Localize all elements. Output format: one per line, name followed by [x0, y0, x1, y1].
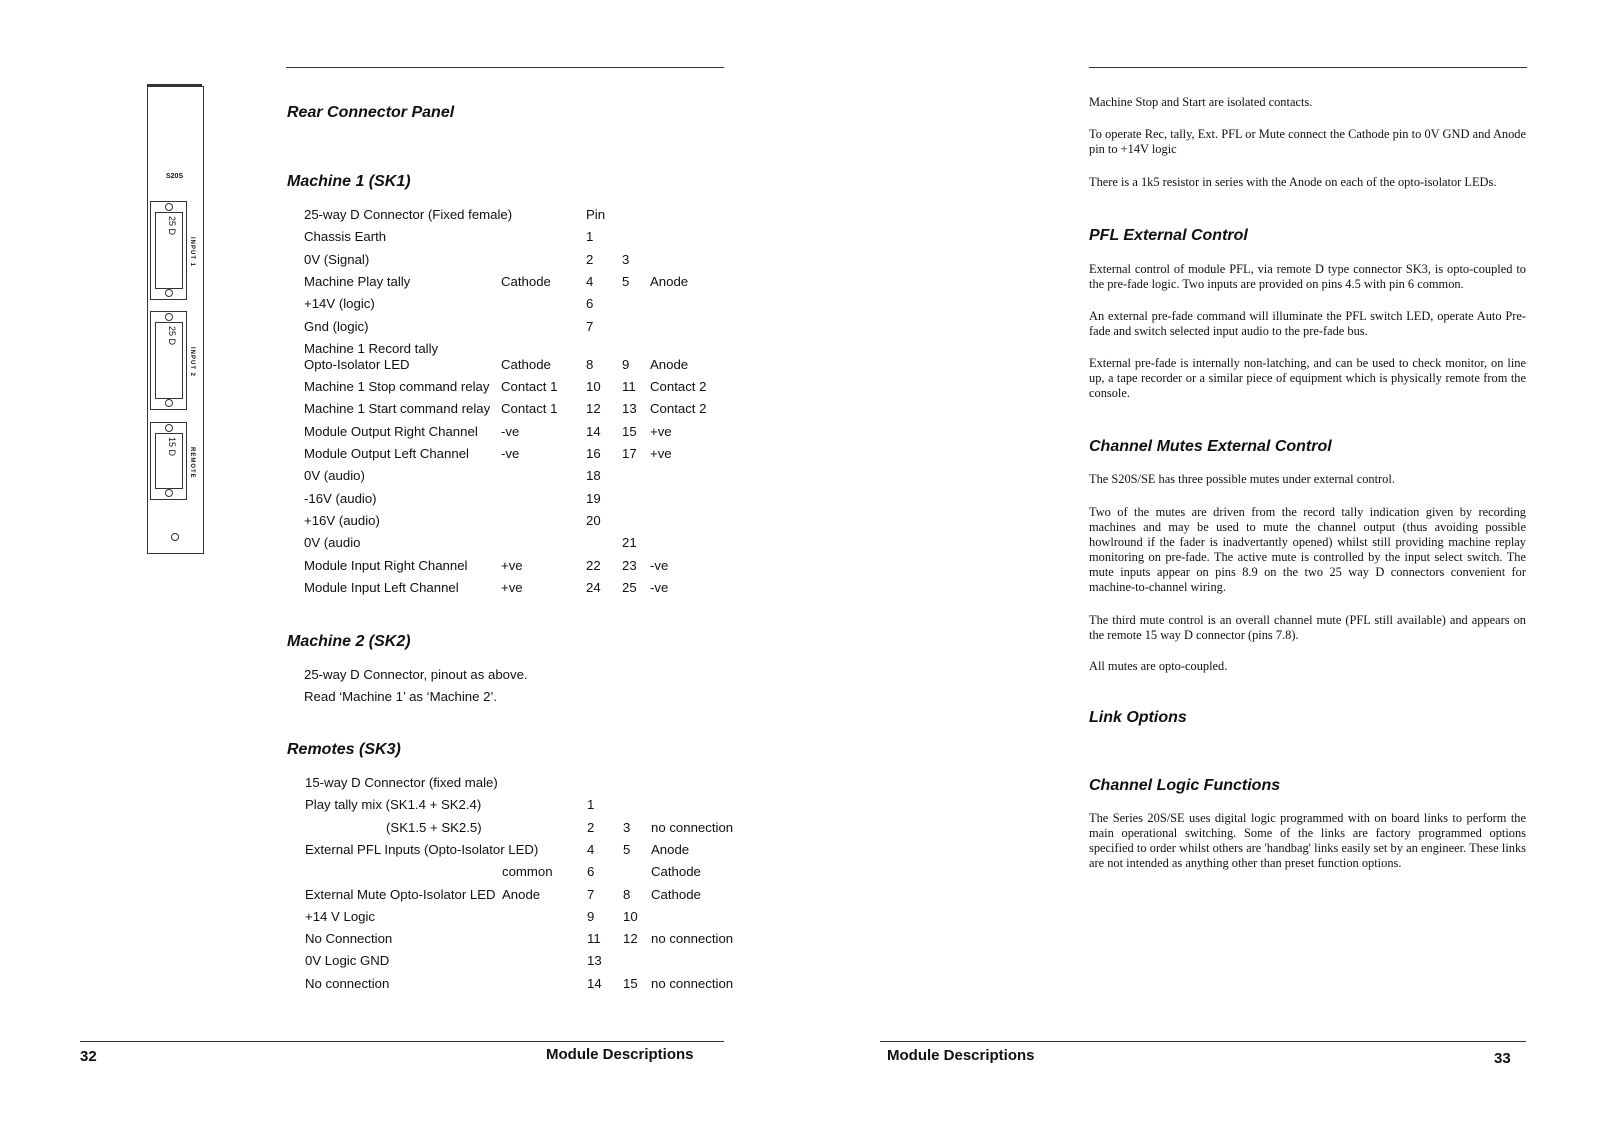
section-heading-logic: Channel Logic Functions	[1089, 777, 1281, 794]
cell-signal-name: Play tally mix (SK1.4 + SK2.4)	[305, 797, 482, 813]
cell-signal-name: No connection	[305, 975, 390, 991]
mount-hole-icon	[165, 424, 173, 432]
cell-polarity-b: -ve	[650, 579, 669, 595]
pfl-paragraph: An external pre-fade command will illuminate the PFL switch LED, operate Auto Pre-fade and switch selected input audio to the pre-fade bus.	[1089, 309, 1526, 338]
cell-polarity-b: Contact 2	[650, 401, 707, 417]
connector-type-label: 25 D	[167, 326, 177, 346]
cell-polarity-b: no connection	[651, 975, 734, 991]
cell-polarity-b: -ve	[650, 557, 669, 573]
cell-polarity-b: +ve	[650, 423, 672, 439]
section-heading-link-options: Link Options	[1089, 709, 1187, 726]
cell-pin-b: 23	[622, 557, 637, 573]
cell-signal-name: Module Input Right Channel	[304, 557, 468, 573]
connector-side-label: REMOTE	[189, 447, 195, 479]
cell-polarity-b: no connection	[651, 819, 734, 835]
cell-polarity: Cathode	[501, 356, 551, 372]
intro-paragraph: Machine Stop and Start are isolated contacts.	[1089, 95, 1313, 109]
cell-pin-a: 8	[586, 356, 594, 372]
cell-pin-a: 7	[586, 318, 594, 334]
footer-section-right: Module Descriptions	[887, 1047, 1035, 1064]
note-line: Read ‘Machine 1’ as ‘Machine 2’.	[304, 689, 498, 704]
section-heading-machine1: Machine 1 (SK1)	[287, 173, 411, 190]
mount-hole-icon	[171, 533, 179, 541]
cell-polarity: Contact 1	[501, 379, 558, 395]
cell-polarity-b: Anode	[650, 356, 689, 372]
intro-paragraph: To operate Rec, tally, Ext. PFL or Mute connect the Cathode pin to 0V GND and Anode pin to +14V logic	[1089, 127, 1526, 156]
cell-pin-b: 9	[622, 356, 630, 372]
section-heading-pfl: PFL External Control	[1089, 227, 1248, 244]
page-number-right: 33	[1494, 1050, 1511, 1067]
cell-pin-a: 6	[587, 864, 595, 880]
cell-pin-a: Pin	[586, 207, 606, 222]
cell-pin-a: 1	[587, 797, 595, 813]
connector-side-label: INPUT 1	[189, 237, 195, 268]
cell-signal-name: +16V (audio)	[304, 512, 380, 528]
mutes-paragraph: All mutes are opto-coupled.	[1089, 659, 1228, 673]
pfl-paragraph: External pre-fade is internally non-latching, and can be used to check monitor, on line up, a tape recorder or a similar piece of equipment which is physically remote from the console.	[1089, 356, 1526, 400]
cell-signal-name: +14V (logic)	[304, 296, 375, 312]
cell-polarity-b: +ve	[650, 446, 672, 461]
cell-signal-name: 25-way D Connector (Fixed female)	[304, 207, 513, 222]
cell-pin-a: 13	[587, 953, 602, 969]
cell-signal-name: Chassis Earth	[304, 229, 387, 245]
cell-polarity: Cathode	[501, 273, 551, 289]
panel-label: S20S	[166, 173, 184, 180]
mount-hole-icon	[165, 289, 173, 297]
cell-polarity: +ve	[501, 579, 523, 595]
cell-pin-a: 10	[586, 379, 601, 395]
cell-pin-b: 13	[622, 401, 637, 417]
cell-pin-a: 22	[586, 557, 601, 573]
cell-pin-a: 6	[586, 296, 594, 312]
footer-section-left: Module Descriptions	[546, 1046, 694, 1063]
cell-pin-b: 8	[623, 886, 631, 902]
cell-signal-name: Machine 1 Stop command relay	[304, 379, 490, 395]
cell-signal-name: (SK1.5 + SK2.5)	[386, 819, 482, 835]
rear-panel-drawing	[147, 86, 204, 554]
cell-pin-a: 18	[586, 468, 601, 484]
cell-signal-name: 15-way D Connector (fixed male)	[305, 775, 498, 790]
connector-side-label: INPUT 2	[189, 347, 195, 378]
cell-pin-a: 14	[587, 975, 602, 991]
cell-signal-name: External PFL Inputs (Opto-Isolator LED)	[305, 841, 539, 857]
cell-signal-name: -16V (audio)	[304, 490, 377, 506]
cell-polarity-b: Cathode	[651, 864, 701, 880]
cell-pin-a: 14	[586, 423, 601, 439]
cell-signal-name: 0V (audio)	[304, 468, 365, 484]
cell-pin-b: 25	[622, 579, 637, 595]
cell-polarity: +ve	[501, 557, 523, 573]
cell-pin-b: 15	[622, 423, 637, 439]
section-heading-machine2: Machine 2 (SK2)	[287, 633, 411, 650]
cell-signal-name: 0V (Signal)	[304, 251, 370, 267]
cell-pin-a: 4	[587, 841, 595, 857]
cell-pin-a: 12	[586, 401, 601, 417]
mount-hole-icon	[165, 203, 173, 211]
cell-polarity: Contact 1	[501, 401, 558, 417]
cell-pin-b: 10	[623, 908, 638, 924]
bottom-rule-left	[80, 1041, 724, 1042]
connector-type-label: 25 D	[167, 216, 177, 236]
mount-hole-icon	[165, 489, 173, 497]
cell-signal-name: No Connection	[305, 931, 393, 947]
mutes-paragraph: The third mute control is an overall channel mute (PFL still available) and appears on the remote 15 way D connector (pins 7.8).	[1089, 613, 1526, 642]
page-number-left: 32	[80, 1048, 97, 1065]
mount-hole-icon	[165, 399, 173, 407]
top-rule-left	[286, 67, 724, 68]
mutes-paragraph: The S20S/SE has three possible mutes under external control.	[1089, 472, 1395, 486]
mutes-paragraph: Two of the mutes are driven from the record tally indication given by recording machines and may be used to mute the channel output (thus avoiding possible howlround if the fader is inadvertantly opened) whilst still providing machine replay monitoring on pre-fade. The active mute is controlled by the input select switch. The mute inputs appear on pins 8.9 on the two 25 way D connectors convenient for machine-to-channel wiring.	[1089, 505, 1526, 594]
intro-paragraph: There is a 1k5 resistor in series with the Anode on each of the opto-isolator LEDs.	[1089, 175, 1497, 189]
cell-pin-a: 16	[586, 446, 601, 461]
cell-polarity: -ve	[501, 423, 520, 439]
top-rule-right	[1089, 67, 1527, 68]
cell-pin-b: 3	[623, 819, 631, 835]
cell-signal-name: Module Output Left Channel	[304, 446, 469, 461]
cell-pin-a: 20	[586, 512, 601, 528]
cell-signal-name: Module Output Right Channel	[304, 423, 478, 439]
cell-pin-b: 5	[623, 841, 631, 857]
cell-polarity-b: Cathode	[651, 886, 701, 902]
cell-pin-a: 2	[587, 819, 595, 835]
cell-pin-a: 19	[586, 490, 601, 506]
cell-signal-name: Machine Play tally	[304, 273, 411, 289]
connector-input-1	[150, 201, 187, 300]
connector-type-label: 15 D	[167, 437, 177, 457]
cell-pin-a: 24	[586, 579, 601, 595]
section-heading-remotes: Remotes (SK3)	[287, 741, 401, 758]
cell-signal-name: Machine 1 Start command relay	[304, 401, 491, 417]
cell-signal-name: Module Input Left Channel	[304, 579, 459, 595]
cell-polarity-b: Anode	[650, 273, 689, 289]
cell-pin-b: 15	[623, 975, 638, 991]
cell-pin-b: 11	[622, 379, 636, 395]
cell-pin-a: 11	[587, 931, 601, 947]
cell-polarity: -ve	[501, 446, 520, 461]
cell-pin-b: 5	[622, 273, 630, 289]
cell-signal-name: Gnd (logic)	[304, 318, 369, 334]
cell-pin-b: 12	[623, 931, 638, 947]
connector-remote	[150, 422, 187, 500]
cell-polarity-b: Anode	[651, 841, 690, 857]
cell-pin-b: 21	[622, 535, 637, 551]
cell-pin-b: 17	[622, 446, 637, 461]
cell-polarity-b: Contact 2	[650, 379, 707, 395]
bottom-rule-right	[880, 1041, 1526, 1042]
cell-signal-name: +14 V Logic	[305, 908, 376, 924]
cell-signal-name: 0V (audio	[304, 535, 361, 551]
cell-pin-a: 2	[586, 251, 594, 267]
page-title: Rear Connector Panel	[287, 104, 455, 121]
connector-input-2	[150, 311, 187, 410]
section-heading-mutes: Channel Mutes External Control	[1089, 438, 1332, 455]
pfl-paragraph: External control of module PFL, via remote D type connector SK3, is opto-coupled to the pre-fade logic. Two inputs are provided on pins 4.5 with pin 6 common.	[1089, 262, 1526, 291]
cell-polarity: Anode	[502, 886, 541, 902]
cell-polarity-b: no connection	[651, 931, 734, 947]
cell-signal-name: 0V Logic GND	[305, 953, 390, 969]
cell-polarity: common	[502, 864, 553, 880]
cell-pin-a: 9	[587, 908, 595, 924]
cell-pin-a: 4	[586, 273, 594, 289]
cell-pin-a: 7	[587, 886, 595, 902]
cell-signal-name: External Mute Opto-Isolator LED	[305, 886, 496, 902]
note-line: 25-way D Connector, pinout as above.	[304, 667, 528, 682]
cell-pin-a: 1	[586, 229, 594, 245]
cell-pin-b: 3	[622, 251, 630, 267]
mount-hole-icon	[165, 313, 173, 321]
cell-signal-name: Opto-Isolator LED	[304, 356, 410, 372]
cell-signal-name: Machine 1 Record tally	[304, 340, 439, 356]
logic-paragraph: The Series 20S/SE uses digital logic programmed with on board links to perform the main operational switching. Some of the links are factory programmed options specified to order whilst others are 'handbag' links easily set by an engineer. These links are not intended as anything other than preset function options.	[1089, 811, 1526, 870]
